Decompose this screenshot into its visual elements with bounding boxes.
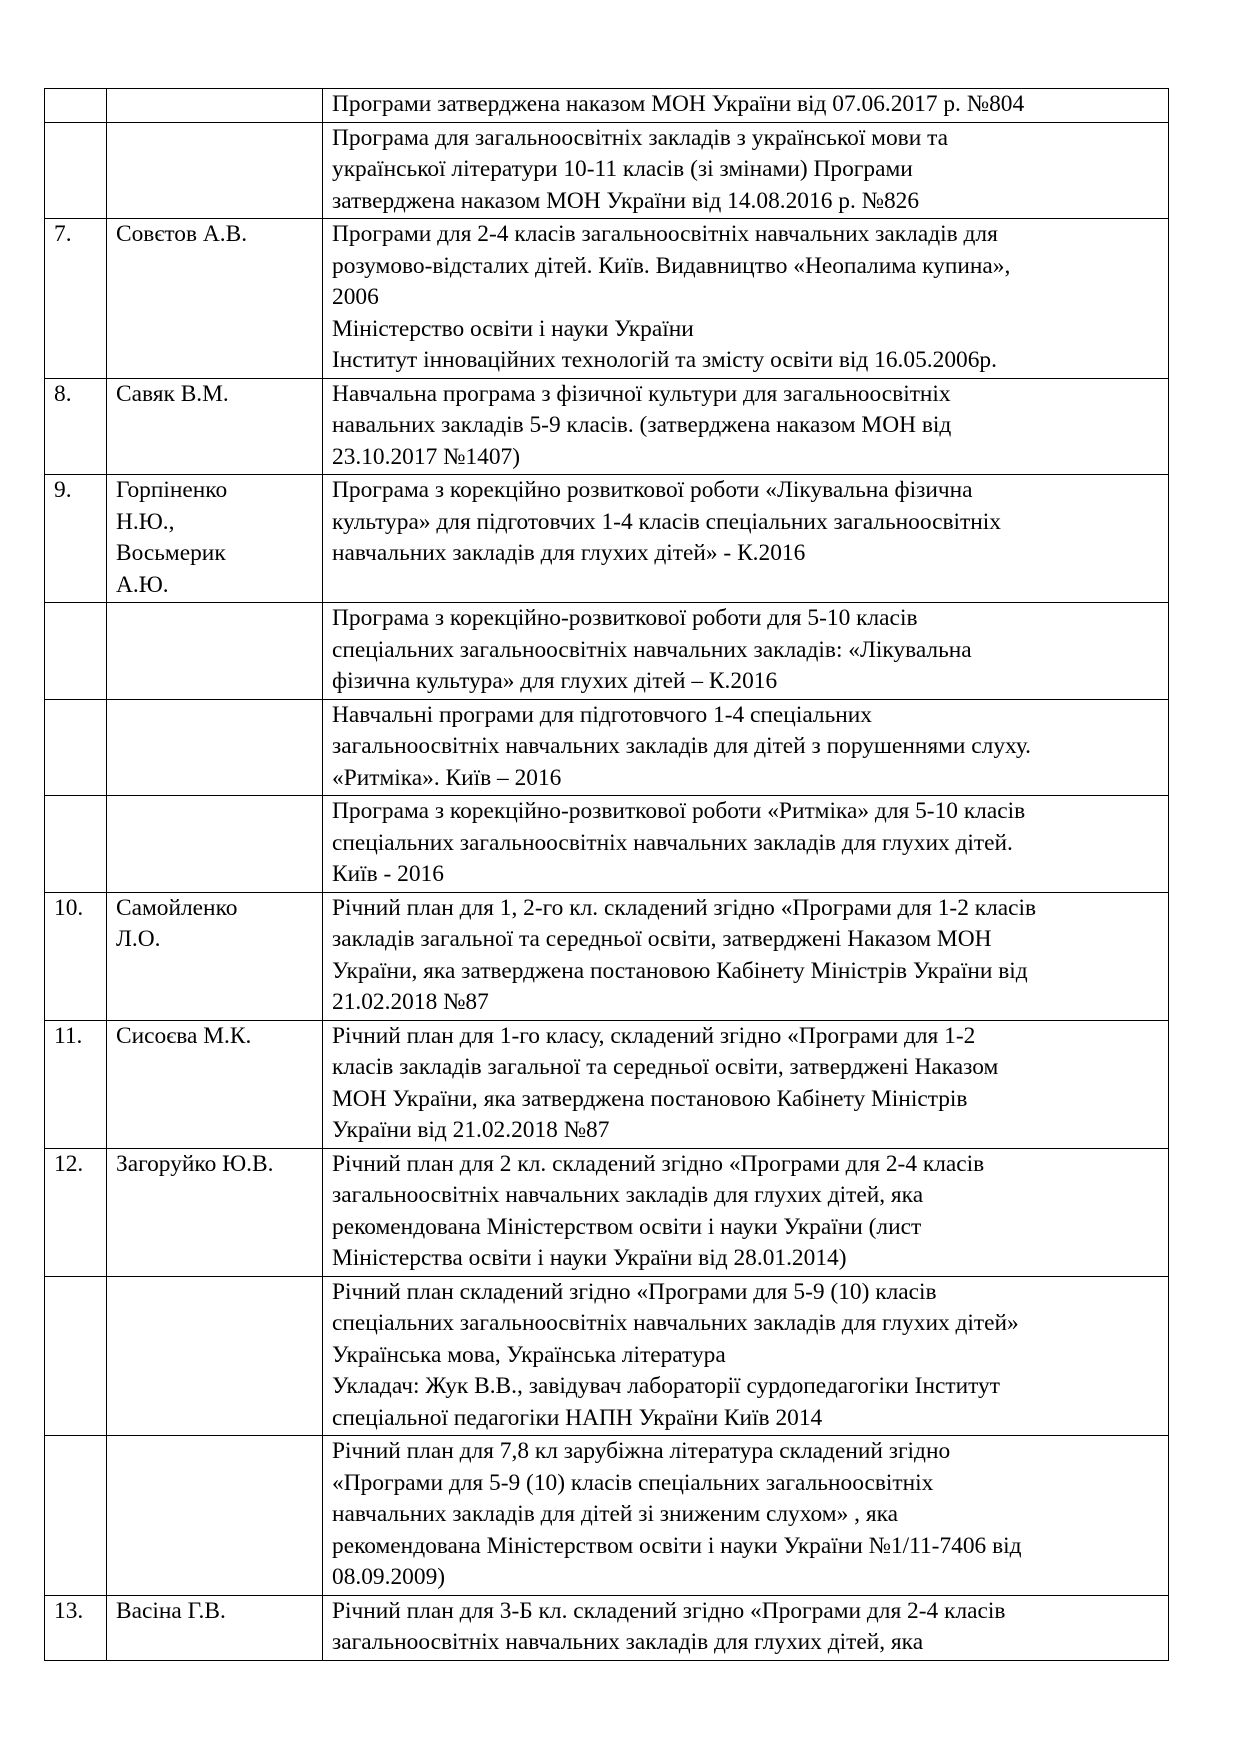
program-description-cell [323, 1436, 1169, 1596]
row-number-cell [45, 89, 107, 123]
row-number-cell [45, 796, 107, 893]
row-number-cell [45, 1595, 107, 1660]
program-description-line: рекомендована Міністерством освіти і науки України №1/11-7406 від [332, 1532, 1022, 1559]
row-number-cell [45, 1276, 107, 1436]
program-description-line: Програма з корекційно-розвиткової роботи «Ритміка» для 5-10 класів [332, 798, 1026, 824]
program-description-line: Річний план для 1, 2-го кл. складений згідно «Програми для 1-2 класів [332, 894, 1037, 921]
program-description-line: «Ритміка». Київ – 2016 [332, 764, 562, 791]
program-description-cell [323, 796, 1169, 893]
program-description-line: Програми для 2-4 класів загальноосвітніх навчальних закладів для [332, 221, 998, 247]
row-number-cell [45, 1436, 107, 1596]
teacher-name-line: Самойленко [116, 894, 238, 921]
row-number-cell [45, 475, 107, 603]
program-description-line: спеціальних загальноосвітніх навчальних закладів: «Лікувальна [332, 636, 972, 663]
table-row [45, 1276, 1169, 1436]
table-row [45, 699, 1169, 796]
program-description-line: 08.09.2009) [332, 1564, 446, 1590]
row-number-cell [45, 219, 107, 379]
teacher-name-cell [107, 1276, 323, 1436]
row-number: 12. [54, 1150, 84, 1177]
program-description-line: української літератури 10-11 класів (зі змінами) Програми [332, 156, 913, 182]
program-description-line: спеціальної педагогіки НАПН України Київ 2014 [332, 1404, 823, 1431]
program-description-line: культура» для підготовчих 1-4 класів спеціальних загальноосвітніх [332, 508, 1001, 535]
teacher-name-cell [107, 1436, 323, 1596]
table-row [45, 219, 1169, 379]
teacher-name-line: Восьмерик [116, 540, 226, 566]
program-description-line: Програма для загальноосвітніх закладів з української мови та [332, 124, 948, 151]
program-description-line: Навчальні програми для підготовчого 1-4 спеціальних [332, 701, 872, 728]
program-description-line: фізична культура» для глухих дітей – К.2016 [332, 668, 778, 694]
program-description-line: загальноосвітніх навчальних закладів для глухих дітей, яка [332, 1182, 924, 1208]
row-number: 7. [54, 221, 72, 247]
program-description-line: 23.10.2017 №1407) [332, 443, 520, 470]
table-row [45, 1148, 1169, 1276]
program-description-line: розумово-відсталих дітей. Київ. Видавництво «Неопалима купина», [332, 252, 1011, 279]
program-description-line: рекомендована Міністерством освіти і науки України (лист [332, 1213, 922, 1240]
row-number-cell [45, 1020, 107, 1148]
program-description-line: Річний план для 7,8 кл зарубіжна література складений згідно [332, 1438, 951, 1464]
program-description-line: «Програми для 5-9 (10) класів спеціальних загальноосвітніх [332, 1469, 934, 1496]
program-description-line: Програма з корекційно розвиткової роботи «Лікувальна фізична [332, 477, 973, 503]
row-number: 10. [54, 894, 84, 921]
program-description-line: Міністерства освіти і науки України від 28.01.2014) [332, 1245, 847, 1271]
program-description-cell [323, 378, 1169, 475]
program-description-cell [323, 1020, 1169, 1148]
teacher-name-line: Сисоєва М.К. [116, 1022, 252, 1049]
row-number-cell [45, 603, 107, 700]
teacher-name-line: Н.Ю., [116, 508, 175, 535]
teacher-name-cell [107, 699, 323, 796]
program-description-line: України, яка затверджена постановою Кабінету Міністрів України від [332, 957, 1028, 984]
program-description-line: спеціальних загальноосвітніх навчальних закладів для глухих дітей. [332, 829, 1013, 856]
program-description-line: Українська мова, Українська література [332, 1341, 726, 1368]
program-description-line: загальноосвітніх навчальних закладів для дітей з порушеннями слуху. [332, 733, 1032, 759]
teacher-name-cell [107, 1148, 323, 1276]
table-row [45, 378, 1169, 475]
program-description-line: Київ - 2016 [332, 861, 444, 887]
program-description-line: навальних закладів 5-9 класів. (затверджена наказом МОН від [332, 412, 952, 438]
program-description-cell [323, 475, 1169, 603]
row-number: 9. [54, 477, 72, 503]
row-number-cell [45, 892, 107, 1020]
row-number: 13. [54, 1597, 84, 1624]
row-number-cell [45, 699, 107, 796]
row-number: 11. [54, 1022, 83, 1049]
program-description-line: Укладач: Жук В.В., завідувач лабораторії сурдопедагогіки Інститут [332, 1373, 1000, 1399]
program-description-line: Річний план для 3-Б кл. складений згідно «Програми для 2-4 класів [332, 1597, 1006, 1624]
program-description-cell [323, 603, 1169, 700]
program-description-line: спеціальних загальноосвітніх навчальних закладів для глухих дітей» [332, 1310, 1019, 1336]
program-description-cell [323, 89, 1169, 123]
program-description-cell [323, 122, 1169, 219]
program-description-cell [323, 1276, 1169, 1436]
row-number: 8. [54, 380, 72, 407]
teacher-name-line: А.Ю. [116, 571, 169, 598]
program-description-line: Річний план для 2 кл. складений згідно «Програми для 2-4 класів [332, 1150, 985, 1177]
program-description-line: класів закладів загальної та середньої освіти, затверджені Наказом [332, 1054, 999, 1080]
program-description-line: Річний план складений згідно «Програми для 5-9 (10) класів [332, 1278, 937, 1305]
program-description-cell [323, 1148, 1169, 1276]
row-number-cell [45, 378, 107, 475]
program-description-line: Річний план для 1-го класу, складений згідно «Програми для 1-2 [332, 1022, 976, 1049]
table-row [45, 122, 1169, 219]
program-description-cell [323, 1595, 1169, 1660]
program-description-line: Навчальна програма з фізичної культури для загальноосвітніх [332, 380, 951, 407]
teacher-name-cell [107, 89, 323, 123]
row-number-cell [45, 1148, 107, 1276]
teacher-name-line: Васіна Г.В. [116, 1597, 226, 1624]
program-description-line: Інститут інноваційних технологій та змісту освіти від 16.05.2006р. [332, 347, 997, 373]
teacher-name-cell [107, 378, 323, 475]
programs-table [44, 88, 1169, 1661]
teacher-name-cell [107, 1595, 323, 1660]
program-description-line: Програма з корекційно-розвиткової роботи для 5-10 класів [332, 605, 918, 631]
row-number-cell [45, 122, 107, 219]
table-row [45, 796, 1169, 893]
program-description-line: України від 21.02.2018 №87 [332, 1117, 610, 1143]
teacher-name-cell [107, 122, 323, 219]
teacher-name-line: Савяк В.М. [116, 380, 229, 407]
program-description-line: затверджена наказом МОН України від 14.08.2016 р. №826 [332, 187, 920, 214]
table-row [45, 603, 1169, 700]
program-description-line: 2006 [332, 284, 379, 310]
table-row [45, 892, 1169, 1020]
program-description-line: МОН України, яка затверджена постановою Кабінету Міністрів [332, 1085, 968, 1112]
program-description-line: навчальних закладів для дітей зі зниженим слухом» , яка [332, 1501, 898, 1527]
program-description-cell [323, 699, 1169, 796]
program-description-line: навчальних закладів для глухих дітей» - К.2016 [332, 540, 806, 566]
table-body [45, 89, 1169, 1661]
teacher-name-line: Л.О. [116, 926, 161, 952]
table-row [45, 89, 1169, 123]
teacher-name-cell [107, 475, 323, 603]
teacher-name-cell [107, 219, 323, 379]
program-description-line: закладів загальної та середньої освіти, затверджені Наказом МОН [332, 926, 992, 952]
table-row [45, 1595, 1169, 1660]
teacher-name-cell [107, 603, 323, 700]
program-description-line: загальноосвітніх навчальних закладів для глухих дітей, яка [332, 1629, 924, 1655]
program-description-line: 21.02.2018 №87 [332, 989, 489, 1015]
teacher-name-line: Совєтов А.В. [116, 221, 248, 247]
teacher-name-cell [107, 892, 323, 1020]
table-row [45, 1020, 1169, 1148]
teacher-name-line: Горпіненко [116, 477, 228, 503]
teacher-name-cell [107, 1020, 323, 1148]
table-row [45, 1436, 1169, 1596]
program-description-cell [323, 892, 1169, 1020]
program-description-line: Міністерство освіти і науки України [332, 315, 694, 342]
teacher-name-cell [107, 796, 323, 893]
program-description-cell [323, 219, 1169, 379]
program-description-line: Програми затверджена наказом МОН України від 07.06.2017 р. №804 [332, 91, 1025, 117]
table-row [45, 475, 1169, 603]
teacher-name-line: Загоруйко Ю.В. [116, 1150, 274, 1177]
